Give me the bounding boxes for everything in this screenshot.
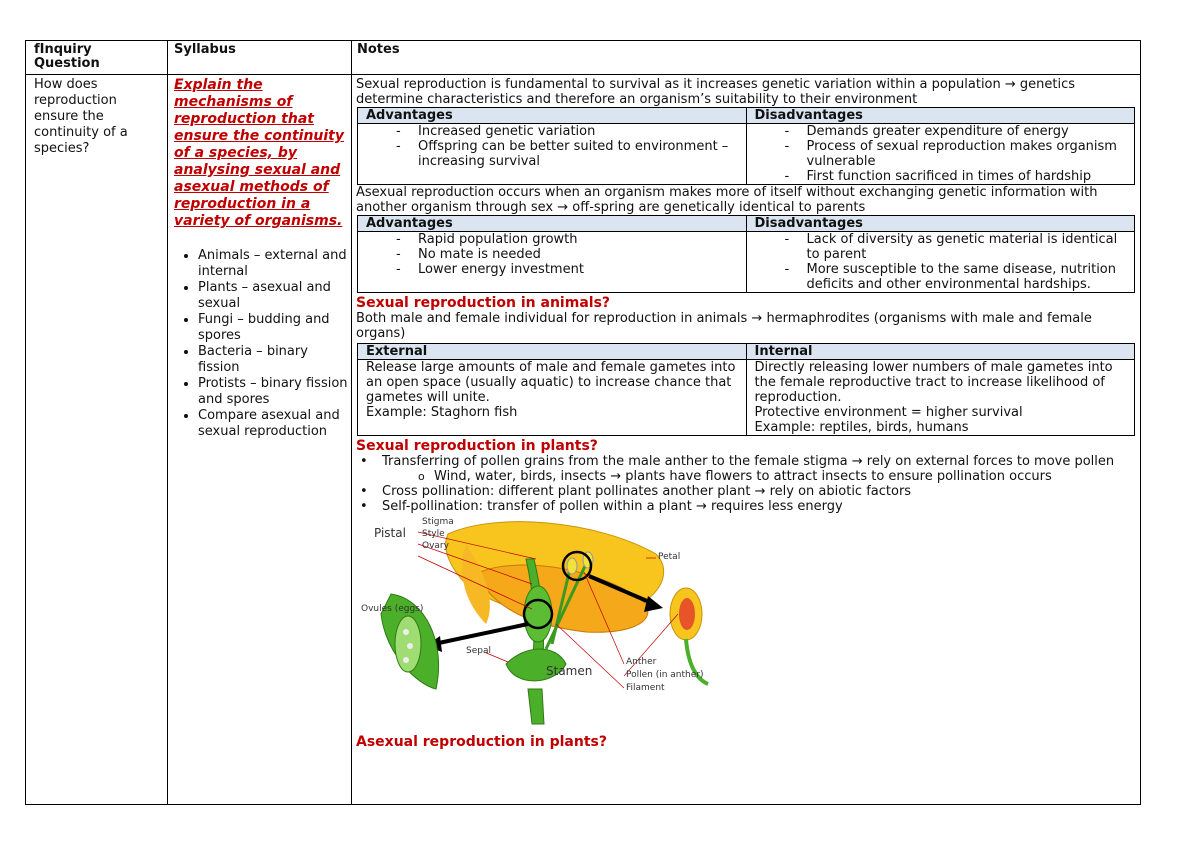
asexual-adv-table xyxy=(357,215,1135,293)
list-item: - Demands greater expenditure of energy xyxy=(755,124,1127,139)
animals-intro: Both male and female individual for reproduction in animals → hermaphrodites (organisms with male and female organs) xyxy=(356,311,1092,341)
notes-cell xyxy=(356,77,1138,750)
external-text: Release large amounts of male and female gametes into an open space (usually aquatic) to increase chance that gametes will unite. xyxy=(366,360,736,405)
notes-table xyxy=(25,40,1141,805)
label-ovules: Ovules (eggs) xyxy=(361,604,424,614)
header-syllabus: Syllabus xyxy=(174,42,236,57)
list-item: • Cross pollination: different plant pollinates another plant → rely on abiotic factors xyxy=(356,484,1138,499)
adv-header: Advantages xyxy=(358,216,747,232)
list-item: - Offspring can be better suited to environment – increasing survival xyxy=(366,139,738,169)
label-anther: Anther xyxy=(626,657,657,667)
inquiry-question: How does reproduction ensure the continuity of a species? xyxy=(34,77,128,156)
internal-example: Example: reptiles, birds, humans xyxy=(754,420,969,435)
adv-header: Advantages xyxy=(358,108,747,124)
list-item: • Transferring of pollen grains from the male anther to the female stigma → rely on external forces to move pollen o Wind, water, birds, insects → plants have flowers to attract insects to ensure pollination occurs xyxy=(356,454,1138,484)
label-filament: Filament xyxy=(626,683,665,693)
internal-text: Directly releasing lower numbers of male gametes into the female reproductive tract to increase likelihood of reproduction. xyxy=(754,360,1113,405)
label-style: Style xyxy=(422,529,445,539)
syllabus-item: • Protists – binary fission and spores xyxy=(198,376,349,408)
internal-header: Internal xyxy=(746,344,1135,360)
list-item: - Increased genetic variation xyxy=(366,124,738,139)
asexual-intro: Asexual reproduction occurs when an organism makes more of itself without exchanging genetic information with another organism through sex → off-spring are genetically identical to parents xyxy=(356,185,1098,215)
label-pollen: Pollen (in anther) xyxy=(626,670,704,680)
list-item: - More susceptible to the same disease, nutrition deficits and other environmental hardships. xyxy=(755,262,1127,292)
sexual-adv-table xyxy=(357,107,1135,185)
flower-diagram xyxy=(356,514,1136,732)
syllabus-item: • Plants – asexual and sexual xyxy=(198,280,349,312)
external-header: External xyxy=(358,344,747,360)
sexual-intro: Sexual reproduction is fundamental to survival as it increases genetic variation within a population → genetics determine characteristics and therefore an organism’s suitability to their environment xyxy=(356,77,1076,107)
list-item: - Lower energy investment xyxy=(366,262,738,277)
header-divider xyxy=(26,74,1140,75)
header-notes: Notes xyxy=(357,42,400,57)
list-item: o Wind, water, birds, insects → plants have flowers to attract insects to ensure pollination occurs xyxy=(382,469,1138,484)
label-ovary: Ovary xyxy=(422,541,449,551)
syllabus-item: • Animals – external and internal xyxy=(198,248,349,280)
column-divider xyxy=(351,41,352,804)
asexual-plants-heading: Asexual reproduction in plants? xyxy=(356,734,607,750)
syllabus-item: • Compare asexual and sexual reproduction xyxy=(198,408,349,440)
dis-header: Disadvantages xyxy=(746,108,1135,124)
flower-illustration xyxy=(356,514,1136,732)
column-divider xyxy=(167,41,168,804)
list-item: - Process of sexual reproduction makes organism vulnerable xyxy=(755,139,1127,169)
list-item: - Lack of diversity as genetic material is identical to parent xyxy=(755,232,1127,262)
animals-table xyxy=(357,343,1135,436)
internal-line2: Protective environment = higher survival xyxy=(754,405,1023,420)
label-pistil: Pistal xyxy=(374,526,406,540)
label-sepal: Sepal xyxy=(466,646,491,656)
label-petal: Petal xyxy=(658,552,681,562)
syllabus-list xyxy=(174,248,349,440)
syllabus-heading: Explain the mechanisms of reproduction that ensure the continuity of a species, by analysing sexual and asexual methods of reproduction in a variety of organisms. xyxy=(174,77,344,229)
syllabus-cell xyxy=(174,77,349,440)
list-item: - First function sacrificed in times of hardship xyxy=(755,169,1127,184)
syllabus-item: • Bacteria – binary fission xyxy=(198,344,349,376)
label-stigma: Stigma xyxy=(422,517,454,527)
list-item: • Self-pollination: transfer of pollen within a plant → requires less energy xyxy=(356,499,1138,514)
header-inquiry-question: fInquiry Question xyxy=(34,42,100,71)
list-item: - No mate is needed xyxy=(366,247,738,262)
plants-heading: Sexual reproduction in plants? xyxy=(356,438,598,454)
syllabus-item: • Fungi – budding and spores xyxy=(198,312,349,344)
label-stamen: Stamen xyxy=(546,664,593,678)
external-example: Example: Staghorn fish xyxy=(366,405,518,420)
plants-list xyxy=(356,454,1138,514)
dis-header: Disadvantages xyxy=(746,216,1135,232)
list-item: - Rapid population growth xyxy=(366,232,738,247)
animals-heading: Sexual reproduction in animals? xyxy=(356,295,611,311)
